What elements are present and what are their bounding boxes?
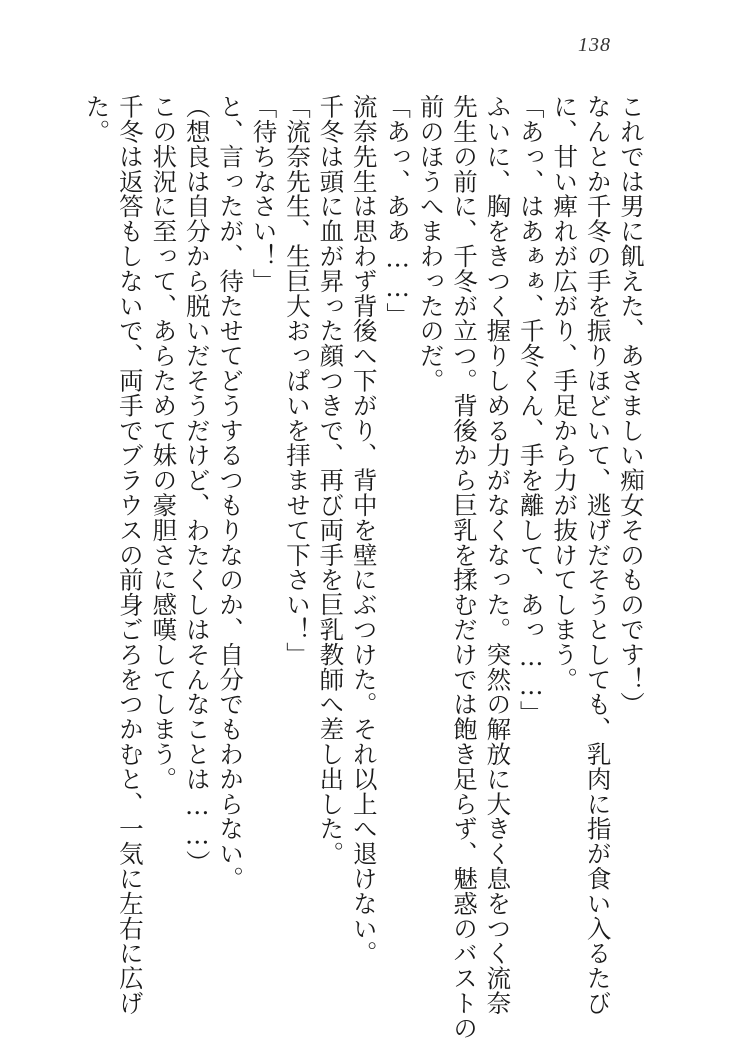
text-line: 「あっ、はあぁぁ、千冬くん、手を離して、あっ……」 [516, 94, 546, 726]
page-number: 138 [578, 34, 611, 56]
text-line: （想良は自分から脱いだそうだけど、わたくしはそんなことは……） [182, 94, 212, 875]
text-line: に、甘い痺れが広がり、手足から力が抜けてしまう。 [550, 94, 580, 692]
text-line: 「流奈先生、生巨大おっぱいを拝ませて下さい！」 [282, 94, 312, 667]
text-line: この状況に至って、あらためて妹の豪胆さに感嘆してしまう。 [149, 94, 179, 792]
text-line: なんとか千冬の手を振りほどいて、逃げだそうとしても、乳肉に指が食い入るたび [583, 94, 613, 1016]
text-line: 千冬は頭に血が昇った顔つきで、再び両手を巨乳教師へ差し出した。 [316, 94, 346, 866]
text-line: 先生の前に、千冬が立つ。背後から巨乳を揉むだけでは飽き足らず、魅惑のバストの [449, 94, 479, 1040]
text-line: た。 [82, 94, 112, 144]
text-line: 流奈先生は思わず背後へ下がり、背中を壁にぶつけた。それ以上へ退けない。 [349, 94, 379, 966]
text-line: と、言ったが、待たせてどうするつもりなのか、自分でもわからない。 [216, 94, 246, 891]
text-line: 「あっ、ああ……」 [383, 94, 413, 328]
text-line: 千冬は返答もしないで、両手でブラウスの前身ごろをつかむと、一気に左右に広げ [115, 94, 145, 1016]
text-line: これでは男に飢えた、あさましい痴女そのものです！） [617, 94, 646, 717]
text-line: ふいに、胸をきつく握りしめる力がなくなった。突然の解放に大きく息をつく流奈 [483, 94, 513, 1016]
text-line: 前のほうへまわったのだ。 [416, 94, 446, 393]
body-text [48, 94, 648, 1040]
text-line: 「待ちなさい！」 [249, 94, 279, 294]
